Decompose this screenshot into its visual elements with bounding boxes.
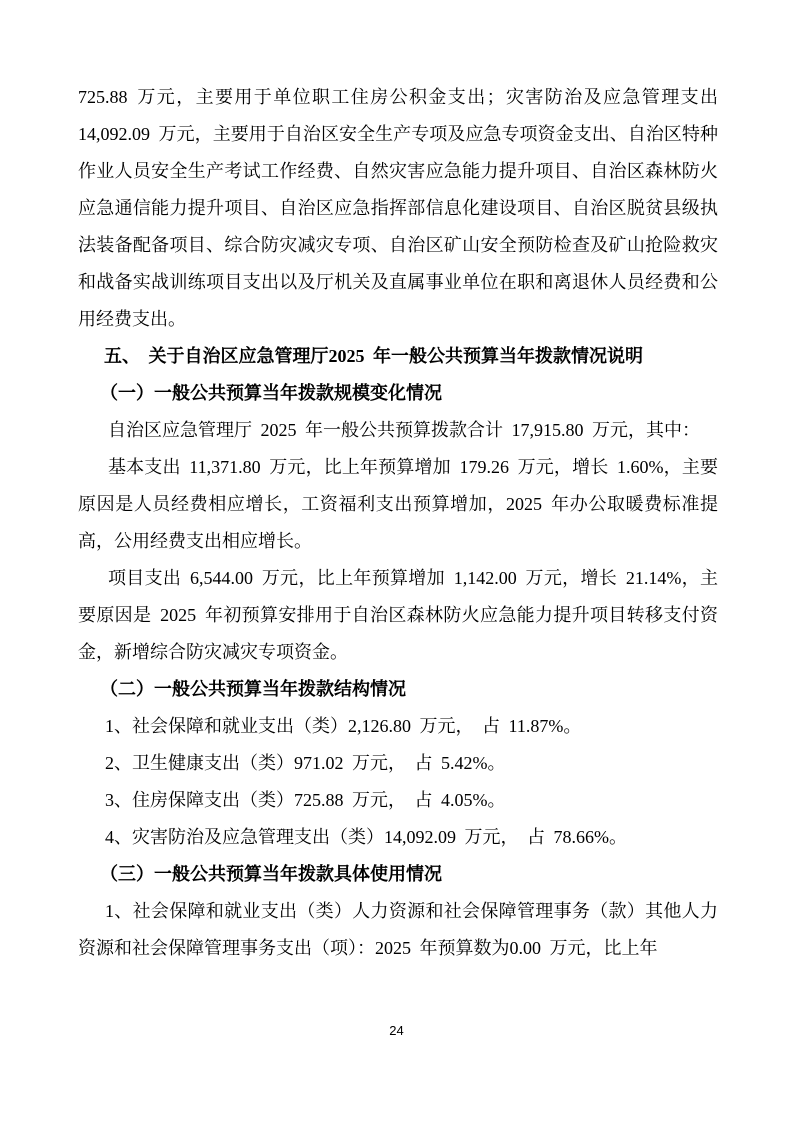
list-item-health: 2、卫生健康支出（类）971.02 万元， 占 5.42%。 xyxy=(105,753,506,773)
paragraph-specific-use-item-one: 1、社会保障和就业支出（类）人力资源和社会保障管理事务（款）其他人力资源和社会保障管理事务支出（项）：2025 年预算数为0.00 万元，比上年 xyxy=(78,901,718,958)
page-number: 24 xyxy=(389,1023,404,1038)
paragraph-continuation-housing-disaster: 725.88 万元，主要用于单位职工住房公积金支出；灾害防治及应急管理支出 14,092.09 万元，主要用于自治区安全生产专项及应急专项资金支出、自治区特种作业人员安全生产考试工作经费、自然灾害应急能力提升项目、自治区森林防火应急通信能力提升项目、自治区应急指挥部信息化建设项目、自治区脱贫县级执法装备配备项目、综合防灾减灾专项、自治区矿山安全预防检查及矿山抢险救灾和战备实战训练项目支出以及厅机关及直属事业单位在职和离退休人员经费和公用经费支出。 xyxy=(78,87,718,329)
paragraph-total-allocation: 自治区应急管理厅 2025 年一般公共预算拨款合计 17,915.80 万元，其中： xyxy=(108,420,700,440)
list-item-social-security: 1、社会保障和就业支出（类）2,126.80 万元， 占 11.87%。 xyxy=(105,716,582,736)
document-body xyxy=(78,79,718,967)
section-heading-five: 五、 关于自治区应急管理厅2025 年一般公共预算当年拨款情况说明 xyxy=(104,346,643,366)
paragraph-project-expenditure: 项目支出 6,544.00 万元，比上年预算增加 1,142.00 万元，增长 21.14%，主要原因是 2025 年初预算安排用于自治区森林防火应急能力提升项目转移支付资金，新增综合防灾减灾专项资金。 xyxy=(78,568,718,662)
subsection-heading-one-scale-change: （一）一般公共预算当年拨款规模变化情况 xyxy=(100,383,442,403)
subsection-heading-three-specific-use: （三）一般公共预算当年拨款具体使用情况 xyxy=(100,864,442,884)
list-item-housing: 3、住房保障支出（类）725.88 万元， 占 4.05%。 xyxy=(105,790,506,810)
paragraph-basic-expenditure: 基本支出 11,371.80 万元，比上年预算增加 179.26 万元，增长 1.60%，主要原因是人员经费相应增长，工资福利支出预算增加，2025 年办公取暖费标准提高，公用经费支出相应增长。 xyxy=(78,457,718,551)
subsection-heading-two-structure: （二）一般公共预算当年拨款结构情况 xyxy=(100,679,406,699)
list-item-disaster-management: 4、灾害防治及应急管理支出（类）14,092.09 万元， 占 78.66%。 xyxy=(105,827,627,847)
